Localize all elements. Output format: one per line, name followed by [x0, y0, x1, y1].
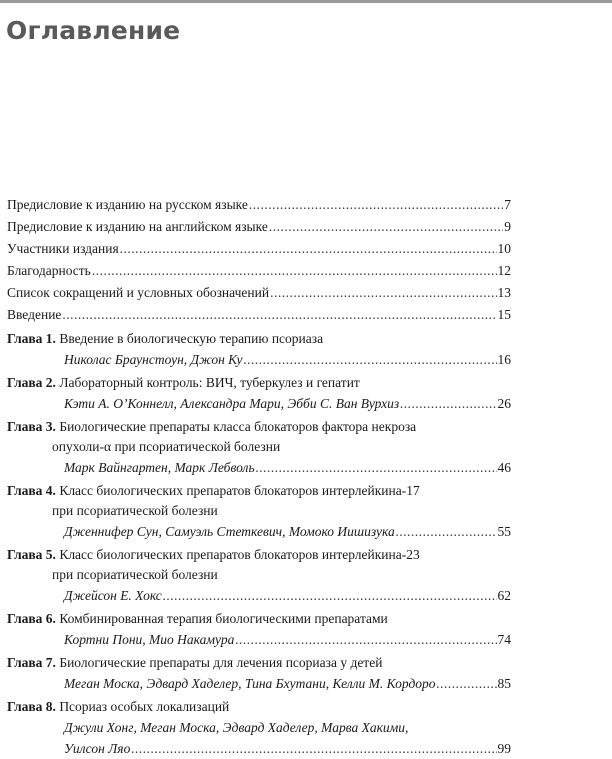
dot-leader — [235, 629, 496, 650]
chapter-authors-row — [7, 629, 511, 650]
dot-leader — [92, 260, 497, 282]
toc-entry[interactable] — [7, 304, 511, 326]
toc-entry[interactable] — [7, 238, 511, 260]
chapter-title — [7, 329, 511, 349]
toc-page-number: 7 — [504, 197, 511, 212]
chapter-authors: Дженнифер Сун, Самуэль Стеткевич, Момоко Иишизука — [64, 524, 395, 539]
top-rule — [0, 0, 612, 3]
toc-entry-label: Предисловие к изданию на английском языке — [7, 219, 268, 234]
toc-chapter[interactable] — [7, 545, 511, 606]
dot-leader — [131, 738, 496, 759]
toc-page-number: 13 — [497, 285, 511, 300]
toc-chapter[interactable] — [7, 697, 511, 759]
chapter-title-line: Биологические препараты для лечения псориаза у детей — [59, 655, 383, 670]
toc-chapter[interactable] — [7, 481, 511, 542]
toc-entry[interactable] — [7, 282, 511, 304]
toc-entry[interactable] — [7, 194, 511, 216]
toc-page-number: 62 — [497, 588, 511, 603]
dot-leader — [244, 349, 497, 370]
toc-entry-label: Участники издания — [7, 241, 119, 256]
chapter-title-line: Введение в биологическую терапию псориаза — [59, 331, 324, 346]
dot-leader — [396, 521, 497, 542]
toc-chapter[interactable] — [7, 329, 511, 370]
chapter-authors: Джейсон Е. Хокс — [64, 588, 162, 603]
chapter-authors: Марк Вайнгартен, Марк Лебволь — [64, 460, 255, 475]
chapter-title — [7, 481, 511, 521]
chapter-authors: Меган Моска, Эдвард Хаделер, Тина Бхутани, Келли М. Кордоро — [64, 676, 436, 691]
front-matter-list — [7, 194, 511, 326]
chapter-number: Глава 4. — [7, 483, 56, 498]
chapter-number: Глава 8. — [7, 699, 56, 714]
chapter-title-line: Биологические препараты класса блокаторов фактора некроза — [59, 419, 417, 434]
toc-entry-label: Список сокращений и условных обозначений — [7, 285, 270, 300]
toc-page-number: 74 — [497, 632, 511, 647]
chapter-title-line: при псориатической болезни — [52, 503, 218, 518]
toc-entry-label: Введение — [7, 307, 62, 322]
chapter-number: Глава 5. — [7, 547, 56, 562]
dot-leader — [62, 304, 496, 326]
chapter-title-line: Лабораторный контроль: ВИЧ, туберкулез и гепатит — [59, 375, 360, 390]
toc-page-number: 10 — [497, 241, 511, 256]
chapter-authors-line: Джули Хонг, Меган Моска, Эдвард Хаделер, Марва Хакими, — [64, 720, 409, 735]
dot-leader — [269, 216, 503, 238]
toc-chapter[interactable] — [7, 373, 511, 414]
chapter-title — [7, 653, 511, 673]
chapter-number: Глава 3. — [7, 419, 56, 434]
chapter-title — [7, 545, 511, 585]
page-title: Оглавление — [6, 16, 181, 45]
chapter-title-line: при псориатической болезни — [52, 567, 218, 582]
chapters-list — [7, 329, 511, 759]
dot-leader — [249, 194, 503, 216]
chapter-title-line: Псориаз особых локализаций — [59, 699, 230, 714]
chapter-number: Глава 6. — [7, 611, 56, 626]
chapter-title — [7, 417, 511, 457]
chapter-title-line: Класс биологических препаратов блокаторов интерлейкина-17 — [59, 483, 420, 498]
chapter-authors-row — [7, 521, 511, 542]
toc-page-number: 26 — [497, 396, 511, 411]
chapter-authors: Кортни Пони, Мио Накамура — [64, 632, 235, 647]
toc-page-number: 9 — [504, 219, 511, 234]
toc-chapter[interactable] — [7, 609, 511, 650]
toc-page-number: 46 — [497, 460, 511, 475]
chapter-authors-row — [7, 585, 511, 606]
table-of-contents — [7, 194, 511, 759]
toc-entry[interactable] — [7, 260, 511, 282]
toc-chapter[interactable] — [7, 653, 511, 694]
chapter-number: Глава 1. — [7, 331, 56, 346]
toc-entry[interactable] — [7, 216, 511, 238]
chapter-authors: Уилсон Ляо — [64, 741, 131, 756]
chapter-authors: Николас Браунстоун, Джон Ку — [64, 352, 243, 367]
chapter-title — [7, 697, 511, 717]
chapter-number: Глава 2. — [7, 375, 56, 390]
chapter-title-line: опухоли-α при псориатической болезни — [52, 439, 281, 454]
dot-leader — [256, 457, 497, 478]
toc-page-number: 55 — [497, 524, 511, 539]
toc-page-number: 85 — [497, 676, 511, 691]
dot-leader — [270, 282, 496, 304]
toc-page-number: 99 — [497, 741, 511, 756]
chapter-title-line: Комбинированная терапия биологическими препаратами — [59, 611, 388, 626]
toc-page-number: 16 — [497, 352, 511, 367]
dot-leader — [437, 673, 497, 694]
dot-leader — [400, 393, 496, 414]
chapter-title — [7, 609, 511, 629]
chapter-authors-row — [7, 673, 511, 694]
chapter-number: Глава 7. — [7, 655, 56, 670]
chapter-authors-row — [7, 738, 511, 759]
toc-page-number: 15 — [497, 307, 511, 322]
toc-chapter[interactable] — [7, 417, 511, 478]
chapter-authors-row — [7, 349, 511, 370]
dot-leader — [120, 238, 497, 260]
chapter-authors-row — [7, 393, 511, 414]
toc-entry-label: Благодарность — [7, 263, 91, 278]
toc-page-number: 12 — [497, 263, 511, 278]
chapter-authors-row — [7, 457, 511, 478]
chapter-title-line: Класс биологических препаратов блокаторов интерлейкина-23 — [59, 547, 420, 562]
chapter-title — [7, 373, 511, 393]
dot-leader — [163, 585, 497, 606]
toc-entry-label: Предисловие к изданию на русском языке — [7, 197, 248, 212]
chapter-authors: Кэти А. О’Коннелл, Александра Мари, Эбби С. Ван Вурхиз — [64, 396, 400, 411]
